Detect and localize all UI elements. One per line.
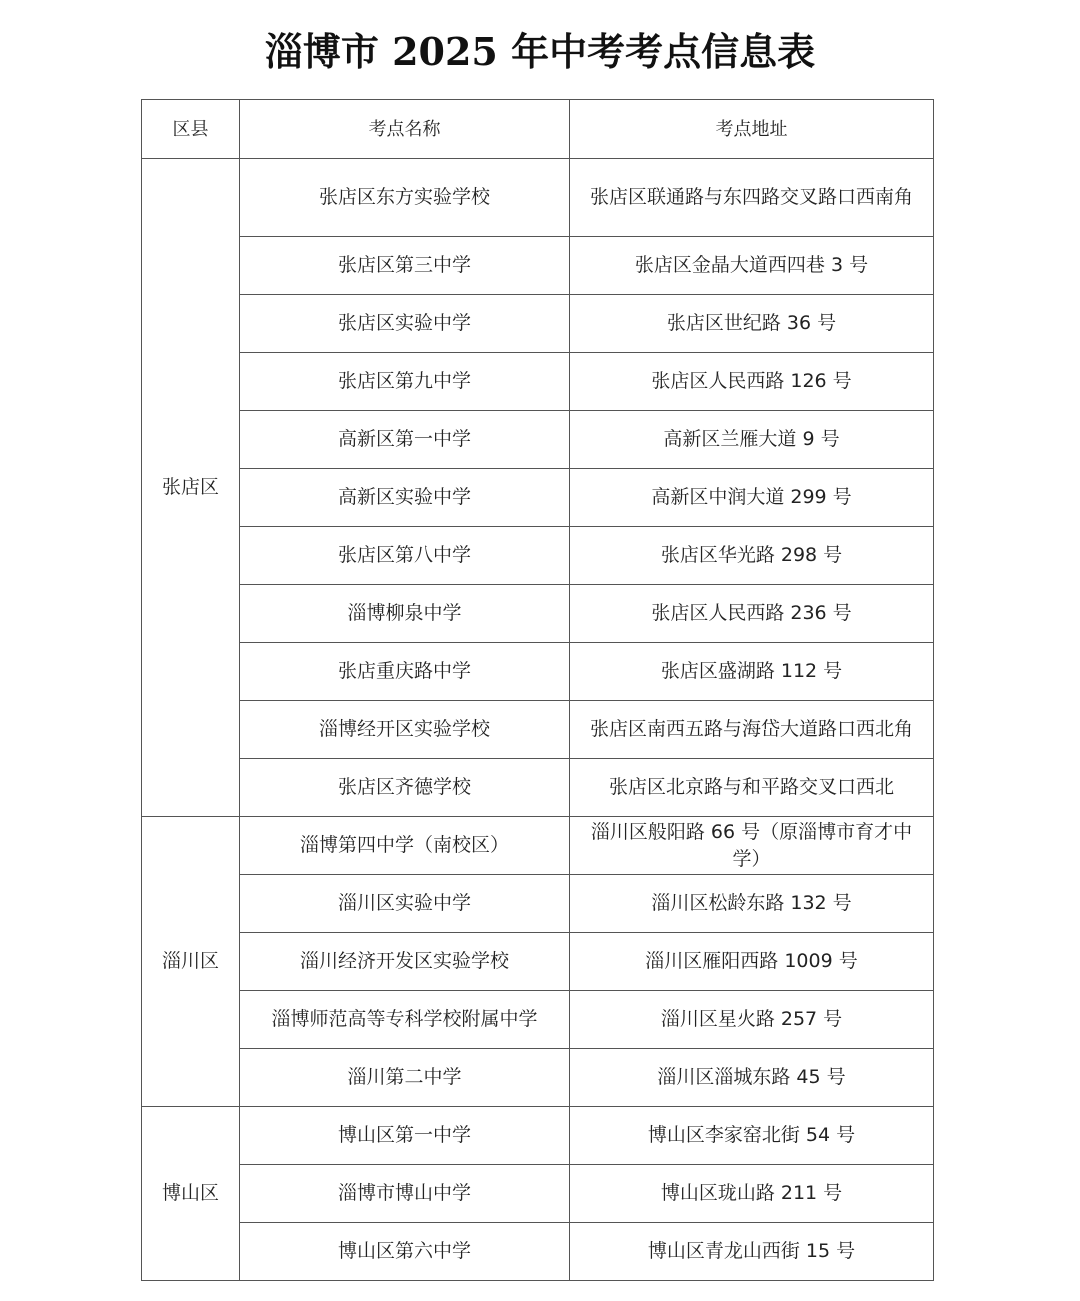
site-name-cell: 张店区第三中学 [240, 237, 570, 295]
table-row [142, 759, 934, 817]
table-row [142, 159, 934, 237]
site-address-cell: 张店区世纪路 36 号 [570, 295, 934, 353]
table-row [142, 701, 934, 759]
site-address-cell: 张店区人民西路 126 号 [570, 353, 934, 411]
site-name-cell: 淄博柳泉中学 [240, 585, 570, 643]
site-address-cell: 张店区盛湖路 112 号 [570, 643, 934, 701]
table-row [142, 469, 934, 527]
site-name-cell: 高新区实验中学 [240, 469, 570, 527]
site-name-cell: 淄川区实验中学 [240, 875, 570, 933]
district-cell: 张店区 [142, 159, 240, 817]
header-site-address: 考点地址 [570, 100, 934, 159]
site-address-cell: 高新区中润大道 299 号 [570, 469, 934, 527]
site-name-cell: 张店区实验中学 [240, 295, 570, 353]
site-name-cell: 高新区第一中学 [240, 411, 570, 469]
site-address-cell: 张店区华光路 298 号 [570, 527, 934, 585]
site-address-cell: 张店区联通路与东四路交叉路口西南角 [570, 159, 934, 237]
site-address-cell: 张店区北京路与和平路交叉口西北 [570, 759, 934, 817]
exam-site-table [141, 99, 934, 1281]
district-cell: 淄川区 [142, 817, 240, 1107]
site-address-cell: 张店区南西五路与海岱大道路口西北角 [570, 701, 934, 759]
table-row [142, 295, 934, 353]
site-address-cell: 博山区李家窑北街 54 号 [570, 1107, 934, 1165]
table-row [142, 817, 934, 875]
site-name-cell: 博山区第六中学 [240, 1223, 570, 1281]
site-name-cell: 张店区东方实验学校 [240, 159, 570, 237]
site-address-cell: 张店区金晶大道西四巷 3 号 [570, 237, 934, 295]
table-row [142, 585, 934, 643]
site-address-cell: 淄川区般阳路 66 号（原淄博市育才中学） [570, 817, 934, 875]
table-row [142, 527, 934, 585]
site-address-cell: 淄川区雁阳西路 1009 号 [570, 933, 934, 991]
site-address-cell: 淄川区松龄东路 132 号 [570, 875, 934, 933]
site-address-cell: 博山区青龙山西街 15 号 [570, 1223, 934, 1281]
header-site-name: 考点名称 [240, 100, 570, 159]
site-address-cell: 高新区兰雁大道 9 号 [570, 411, 934, 469]
page-title: 淄博市 2025 年中考考点信息表 [264, 29, 816, 74]
site-name-cell: 张店区齐德学校 [240, 759, 570, 817]
table-row [142, 1049, 934, 1107]
site-name-cell: 淄博经开区实验学校 [240, 701, 570, 759]
table-row [142, 933, 934, 991]
header-district: 区县 [142, 100, 240, 159]
table-row [142, 991, 934, 1049]
site-name-cell: 淄博市博山中学 [240, 1165, 570, 1223]
site-name-cell: 淄川第二中学 [240, 1049, 570, 1107]
table-header-row [142, 100, 934, 159]
site-address-cell: 博山区珑山路 211 号 [570, 1165, 934, 1223]
table-row [142, 875, 934, 933]
table-row [142, 411, 934, 469]
site-name-cell: 张店区第八中学 [240, 527, 570, 585]
site-name-cell: 淄博第四中学（南校区） [240, 817, 570, 875]
district-cell: 博山区 [142, 1107, 240, 1281]
table-row [142, 237, 934, 295]
site-name-cell: 博山区第一中学 [240, 1107, 570, 1165]
site-name-cell: 淄川经济开发区实验学校 [240, 933, 570, 991]
table-row [142, 643, 934, 701]
site-address-cell: 淄川区星火路 257 号 [570, 991, 934, 1049]
table-row [142, 1223, 934, 1281]
site-name-cell: 张店重庆路中学 [240, 643, 570, 701]
site-address-cell: 淄川区淄城东路 45 号 [570, 1049, 934, 1107]
site-name-cell: 淄博师范高等专科学校附属中学 [240, 991, 570, 1049]
table-row [142, 353, 934, 411]
site-name-cell: 张店区第九中学 [240, 353, 570, 411]
site-address-cell: 张店区人民西路 236 号 [570, 585, 934, 643]
table-row [142, 1165, 934, 1223]
table-row [142, 1107, 934, 1165]
